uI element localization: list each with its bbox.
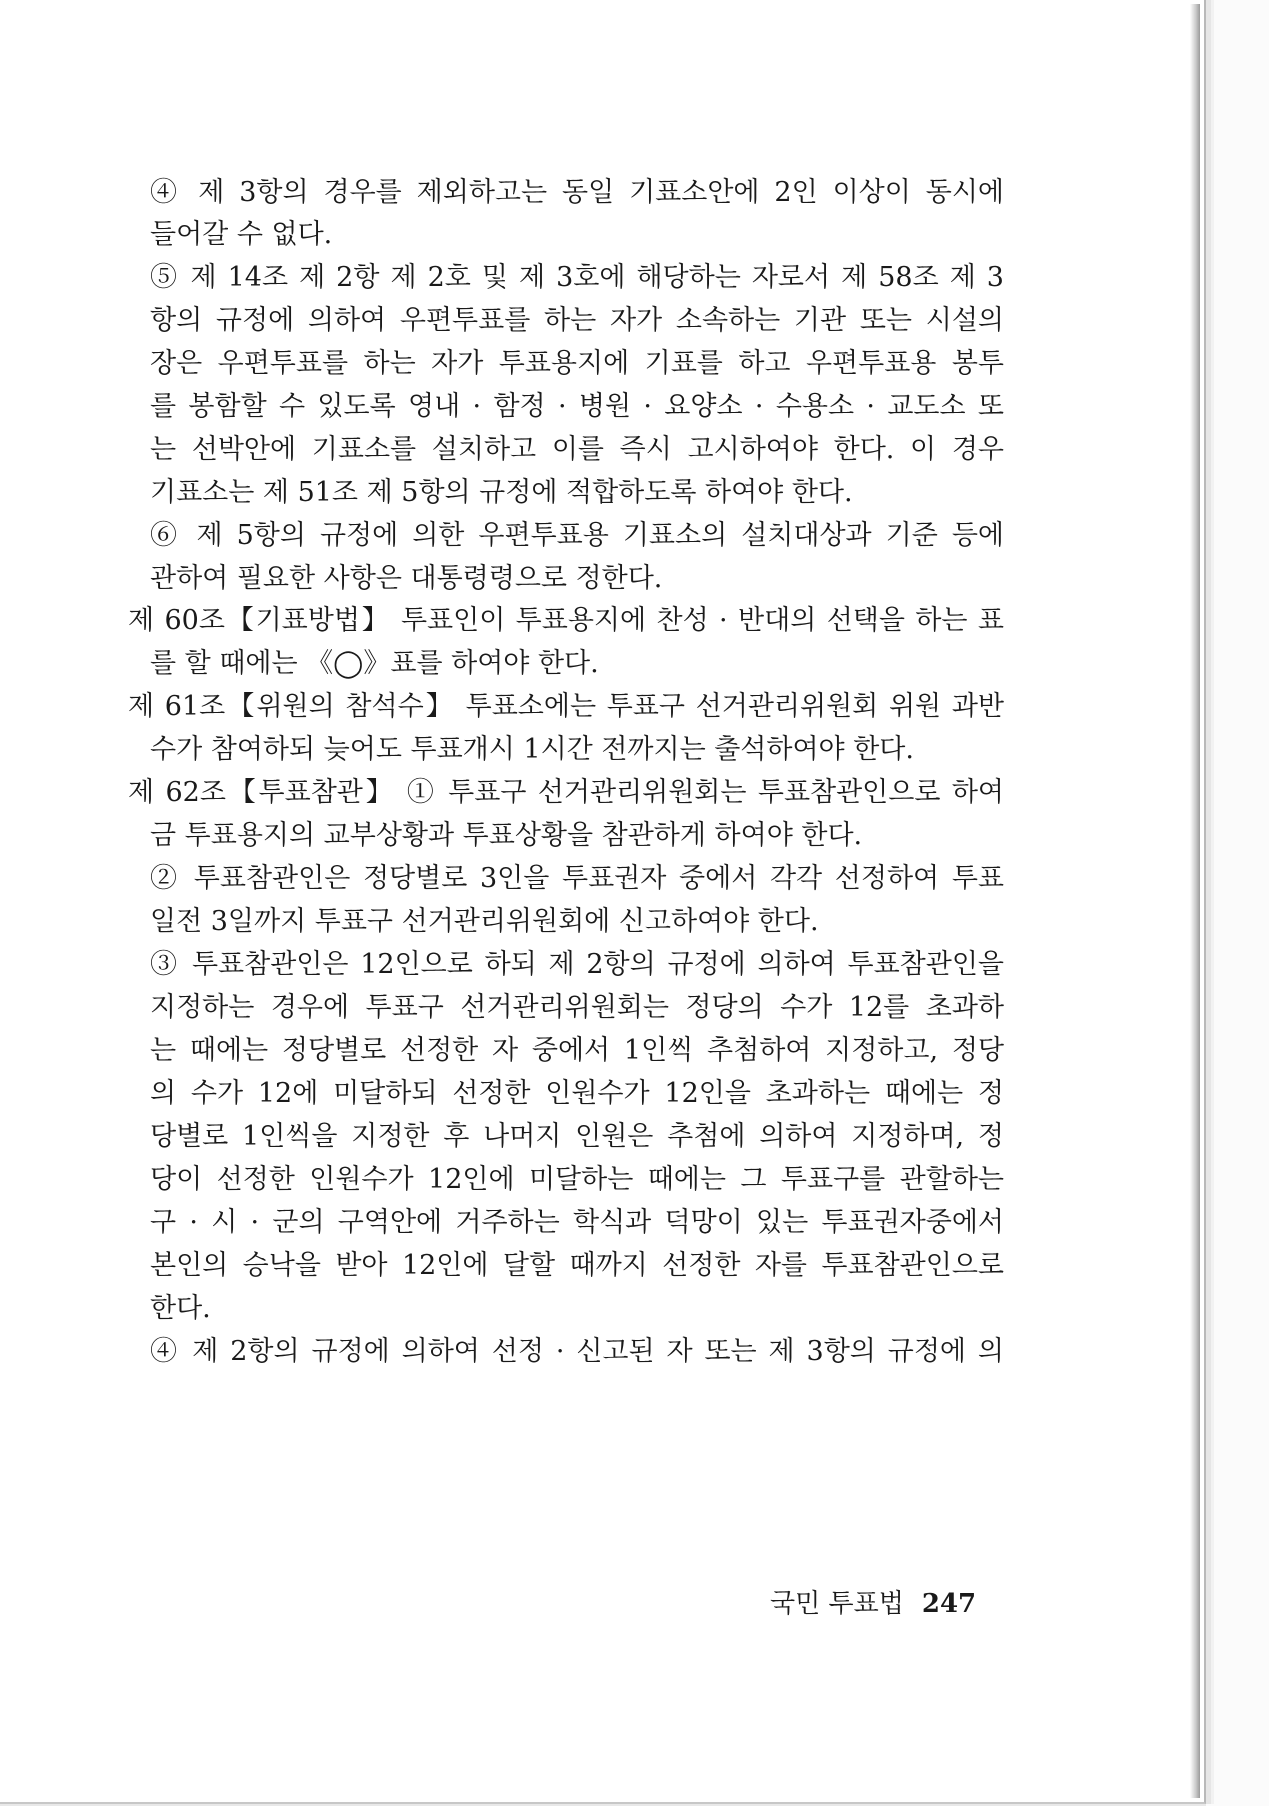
text-line-22: 의 수가 12에 미달하되 선정한 인원수가 12인을 초과하는 때에는 정	[150, 1078, 1004, 1109]
text-line-1: ④ 제 3항의 경우를 제외하고는 동일 기표소안에 2인 이상이 동시에	[150, 177, 1004, 208]
text-line-20: 지정하는 경우에 투표구 선거관리위원회는 정당의 수가 12를 초과하	[150, 992, 1004, 1023]
text-line-3: ⑤ 제 14조 제 2항 제 2호 및 제 3호에 해당하는 자로서 제 58조 제 3	[150, 262, 1004, 293]
text-line-15: 제 62조【투표참관】 ① 투표구 선거관리위원회는 투표참관인으로 하여	[128, 777, 1004, 808]
text-line-17: ② 투표참관인은 정당별로 3인을 투표권자 중에서 각각 선정하여 투표	[150, 863, 1004, 894]
text-line-25: 구 · 시 · 군의 구역안에 거주하는 학식과 덕망이 있는 투표권자중에서	[150, 1207, 1004, 1238]
page-number: 247	[921, 1589, 977, 1619]
page-footer	[770, 1583, 976, 1620]
text-line-21: 는 때에는 정당별로 선정한 자 중에서 1인씩 추첨하여 지정하고, 정당	[150, 1035, 1004, 1066]
running-footer-title: 국민 투표법	[770, 1589, 904, 1619]
text-line-19: ③ 투표참관인은 12인으로 하되 제 2항의 규정에 의하여 투표참관인을	[150, 949, 1004, 980]
text-line-27: 한다.	[150, 1293, 211, 1324]
text-line-4: 항의 규정에 의하여 우편투표를 하는 자가 소속하는 기관 또는 시설의	[150, 305, 1004, 336]
text-line-26: 본인의 승낙을 받아 12인에 달할 때까지 선정한 자를 투표참관인으로	[150, 1250, 1004, 1281]
text-line-7: 는 선박안에 기표소를 설치하고 이를 즉시 고시하여야 한다. 이 경우	[150, 434, 1004, 465]
text-line-13: 제 61조【위원의 참석수】 투표소에는 투표구 선거관리위원회 위원 과반	[128, 691, 1004, 722]
text-line-12: 를 할 때에는 《◯》표를 하여야 한다.	[150, 648, 599, 679]
text-line-8: 기표소는 제 51조 제 5항의 규정에 적합하도록 하여야 한다.	[150, 477, 853, 508]
text-line-24: 당이 선정한 인원수가 12인에 미달하는 때에는 그 투표구를 관할하는	[150, 1164, 1004, 1195]
text-line-28: ④ 제 2항의 규정에 의하여 선정 · 신고된 자 또는 제 3항의 규정에 의	[150, 1336, 1004, 1367]
text-line-18: 일전 3일까지 투표구 선거관리위원회에 신고하여야 한다.	[150, 906, 819, 937]
text-line-14: 수가 참여하되 늦어도 투표개시 1시간 전까지는 출석하여야 한다.	[150, 734, 914, 765]
text-line-10: 관하여 필요한 사항은 대통령령으로 정한다.	[150, 563, 663, 594]
text-line-2: 들어갈 수 없다.	[150, 219, 333, 250]
text-line-16: 금 투표용지의 교부상황과 투표상황을 참관하게 하여야 한다.	[150, 820, 863, 851]
text-line-11: 제 60조【기표방법】 투표인이 투표용지에 찬성 · 반대의 선택을 하는 표	[128, 605, 1004, 636]
text-line-6: 를 봉함할 수 있도록 영내 · 함정 · 병원 · 요양소 · 수용소 · 교도소 또	[150, 391, 1004, 422]
page-edge-shadow	[1190, 4, 1200, 1798]
text-line-23: 당별로 1인씩을 지정한 후 나머지 인원은 추첨에 의하여 지정하며, 정	[150, 1121, 1004, 1152]
text-line-9: ⑥ 제 5항의 규정에 의한 우편투표용 기표소의 설치대상과 기준 등에	[150, 520, 1004, 551]
text-line-5: 장은 우편투표를 하는 자가 투표용지에 기표를 하고 우편투표용 봉투	[150, 348, 1004, 379]
